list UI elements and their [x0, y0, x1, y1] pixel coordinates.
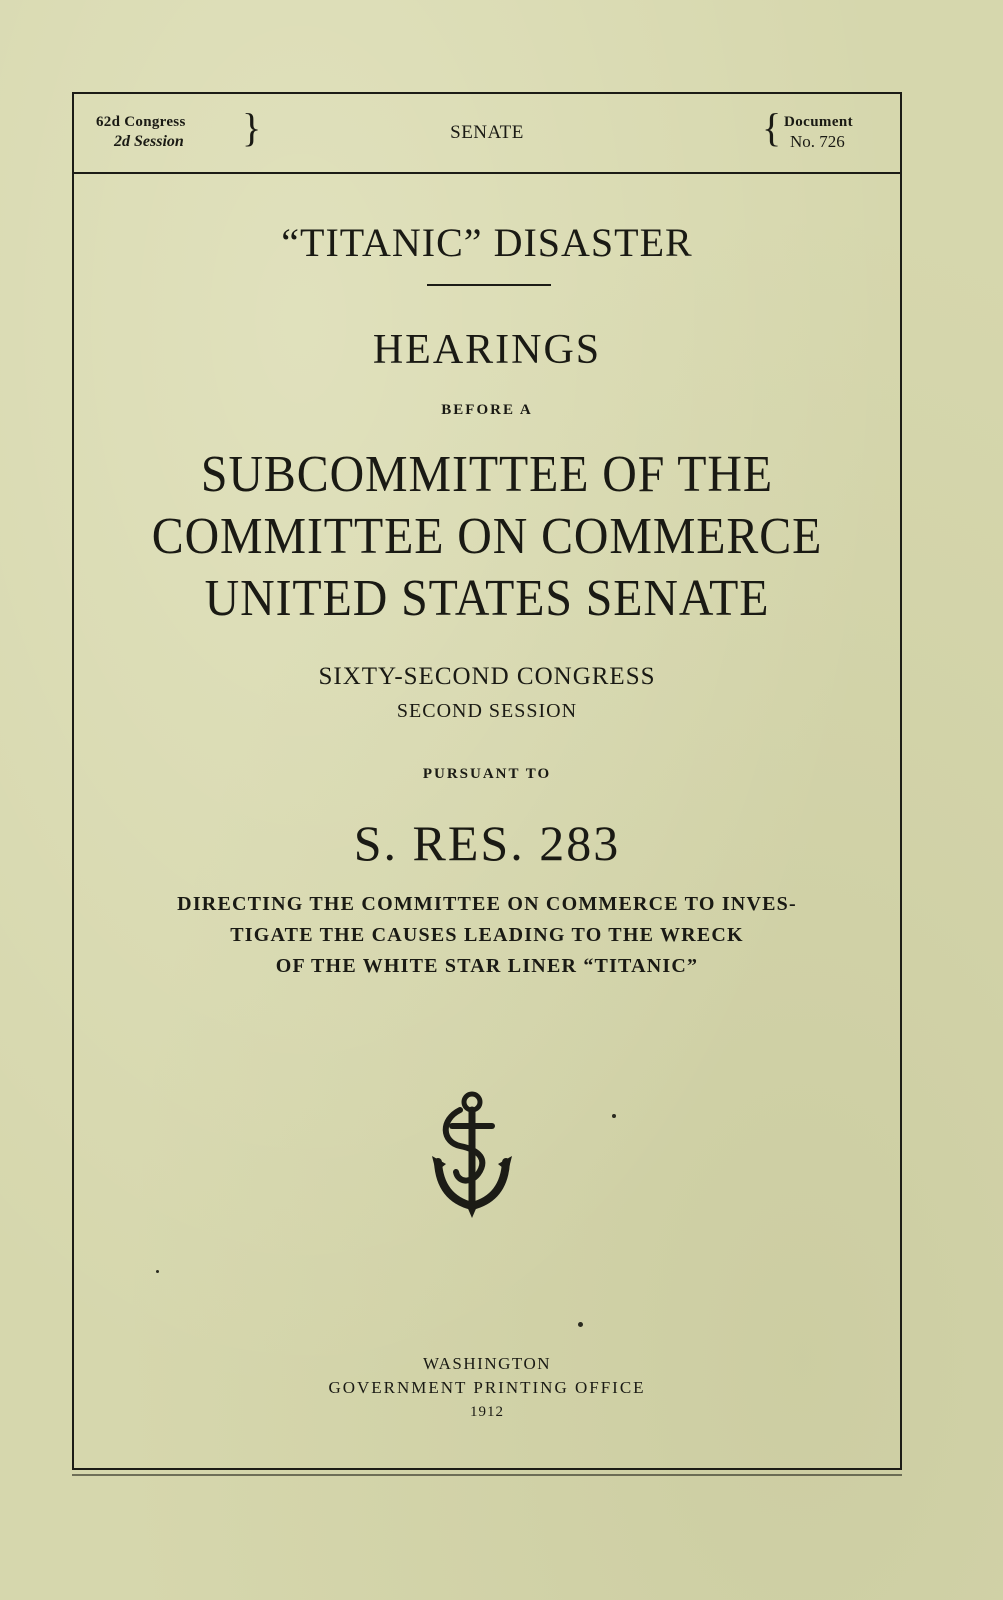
- committee-line-1: SUBCOMMITTEE OF THE: [200, 446, 774, 503]
- description-line-2: TIGATE THE CAUSES LEADING TO THE WRECK: [230, 924, 744, 946]
- title-divider: [427, 284, 551, 286]
- congress-full: SIXTY-SECOND CONGRESS: [318, 663, 656, 690]
- committee-line-3: UNITED STATES SENATE: [204, 570, 770, 627]
- imprint-year: 1912: [470, 1404, 504, 1420]
- description-line-3: OF THE WHITE STAR LINER “TITANIC”: [275, 955, 699, 977]
- pursuant-label: PURSUANT TO: [422, 766, 552, 782]
- resolution-description: [74, 889, 900, 982]
- document-label: Document: [784, 114, 854, 130]
- document-number-block: [784, 112, 853, 152]
- session-label: 2d Session: [114, 133, 184, 150]
- session-full: SECOND SESSION: [396, 700, 578, 722]
- imprint-office: GOVERNMENT PRINTING OFFICE: [328, 1378, 646, 1397]
- document-number: No. 726: [790, 132, 845, 151]
- committee-name: [107, 444, 867, 630]
- print-speck: [612, 1114, 616, 1118]
- hearings-heading: HEARINGS: [372, 327, 602, 373]
- chamber-label: SENATE: [450, 122, 524, 143]
- left-brace-glyph: {: [762, 105, 782, 150]
- page-frame: [72, 92, 902, 1470]
- print-speck: [578, 1322, 583, 1327]
- committee-line-2: COMMITTEE ON COMMERCE: [151, 508, 823, 565]
- print-speck: [156, 1270, 159, 1273]
- page-bottom-rule: [72, 1474, 902, 1476]
- congress-label: 62d Congress: [96, 114, 186, 130]
- document-header: [74, 94, 900, 174]
- right-brace-glyph: }: [242, 105, 262, 150]
- imprint-city: WASHINGTON: [422, 1354, 551, 1373]
- page-title: “TITANIC” DISASTER: [281, 220, 693, 265]
- anchor-icon: [430, 1090, 514, 1220]
- description-line-1: DIRECTING THE COMMITTEE ON COMMERCE TO INVES-: [177, 893, 797, 915]
- before-label: BEFORE A: [441, 402, 533, 418]
- resolution-number: S. RES. 283: [353, 815, 621, 871]
